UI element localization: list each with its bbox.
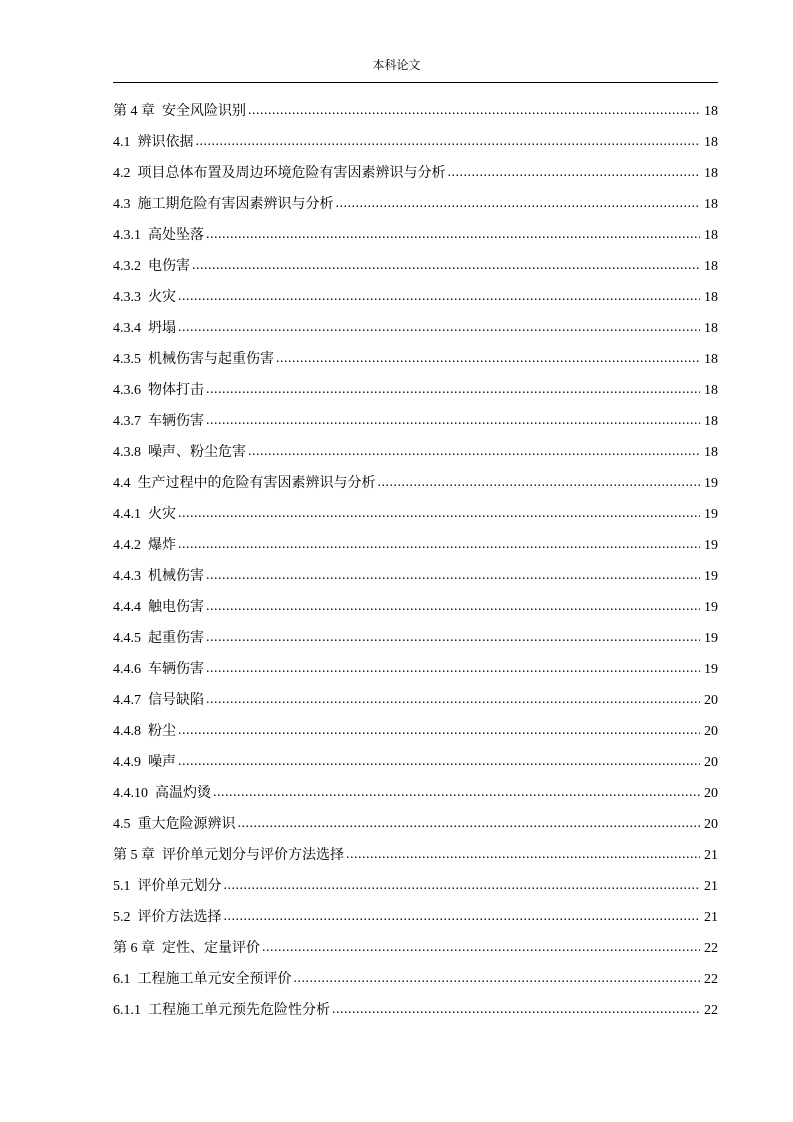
toc-dot-leader (178, 719, 700, 743)
toc-dot-leader (206, 564, 700, 588)
toc-page-number: 19 (704, 662, 718, 677)
toc-entry-title: 定性、定量评价 (162, 941, 260, 956)
toc-page-number: 20 (704, 755, 718, 770)
toc-dot-leader (378, 471, 701, 495)
toc-entry-number: 4.3.8 (113, 445, 141, 460)
toc-entry-label (113, 162, 446, 186)
toc-entry-label (113, 875, 222, 899)
toc-entry-number: 6.1.1 (113, 1003, 141, 1018)
toc-entry-number: 4.3.2 (113, 259, 141, 274)
toc-page-number: 19 (704, 569, 718, 584)
toc-entry-title: 机械伤害与起重伤害 (148, 352, 274, 367)
toc-entry-number: 4.4.6 (113, 662, 141, 677)
toc-entry[interactable] (113, 689, 718, 720)
toc-entry[interactable] (113, 999, 718, 1030)
toc-page-number: 20 (704, 693, 718, 708)
toc-dot-leader (262, 936, 700, 960)
toc-entry-label (113, 906, 222, 930)
toc-page-number: 19 (704, 476, 718, 491)
toc-entry-number: 4.4.8 (113, 724, 141, 739)
toc-entry-title: 火灾 (148, 507, 176, 522)
toc-page-number: 19 (704, 600, 718, 615)
toc-entry[interactable] (113, 844, 718, 875)
toc-page-number: 18 (704, 414, 718, 429)
toc-entry[interactable] (113, 503, 718, 534)
toc-entry-title: 电伤害 (148, 259, 190, 274)
toc-entry[interactable] (113, 317, 718, 348)
toc-entry-label (113, 565, 204, 589)
toc-page-number: 21 (704, 848, 718, 863)
page-header: 本科论文 (372, 58, 421, 72)
toc-page-number: 20 (704, 724, 718, 739)
toc-page-number: 18 (704, 135, 718, 150)
toc-entry-label (113, 100, 246, 124)
toc-entry[interactable] (113, 379, 718, 410)
toc-page-number: 18 (704, 259, 718, 274)
toc-entry-label (113, 999, 330, 1023)
toc-entry[interactable] (113, 658, 718, 689)
toc-entry-number: 4.1 (113, 135, 131, 150)
toc-entry[interactable] (113, 906, 718, 937)
toc-entry-number: 第 6 章 (113, 941, 155, 956)
toc-dot-leader (238, 812, 701, 836)
toc-entry[interactable] (113, 565, 718, 596)
toc-entry-title: 施工期危险有害因素辨识与分析 (137, 197, 334, 212)
toc-entry[interactable] (113, 534, 718, 565)
toc-entry-label (113, 255, 190, 279)
toc-entry-label (113, 131, 194, 155)
toc-dot-leader (248, 440, 700, 464)
toc-dot-leader (346, 843, 700, 867)
toc-entry-title: 评价方法选择 (137, 910, 222, 925)
toc-dot-leader (248, 99, 700, 123)
toc-entry[interactable] (113, 162, 718, 193)
toc-entry-title: 火灾 (148, 290, 176, 305)
toc-entry[interactable] (113, 968, 718, 999)
toc-page-number: 21 (704, 910, 718, 925)
toc-entry-title: 触电伤害 (148, 600, 204, 615)
toc-entry[interactable] (113, 813, 718, 844)
toc-page-number: 19 (704, 631, 718, 646)
toc-dot-leader (206, 595, 700, 619)
toc-entry[interactable] (113, 472, 718, 503)
toc-entry-label (113, 410, 204, 434)
toc-page-number: 20 (704, 817, 718, 832)
toc-entry[interactable] (113, 441, 718, 472)
toc-entry-title: 生产过程中的危险有害因素辨识与分析 (137, 476, 376, 491)
toc-entry-title: 物体打击 (148, 383, 204, 398)
toc-entry-number: 4.4.2 (113, 538, 141, 553)
toc-entry[interactable] (113, 100, 718, 131)
toc-entry-label (113, 968, 292, 992)
toc-page-number: 18 (704, 321, 718, 336)
toc-entry-label (113, 689, 204, 713)
toc-entry-title: 工程施工单元预先危险性分析 (148, 1003, 330, 1018)
toc-entry-number: 4.4.5 (113, 631, 141, 646)
toc-page-number: 18 (704, 166, 718, 181)
toc-entry-label (113, 782, 211, 806)
toc-entry-title: 辨识依据 (137, 135, 194, 150)
toc-entry-label (113, 379, 204, 403)
toc-entry-number: 4.3.6 (113, 383, 141, 398)
toc-entry-number: 4.3.1 (113, 228, 141, 243)
toc-entry-number: 4.5 (113, 817, 131, 832)
toc-page-number: 21 (704, 879, 718, 894)
toc-entry-title: 机械伤害 (148, 569, 204, 584)
toc-dot-leader (178, 750, 700, 774)
toc-entry-title: 车辆伤害 (148, 414, 204, 429)
toc-dot-leader (192, 254, 700, 278)
toc-entry[interactable] (113, 782, 718, 813)
toc-dot-leader (294, 967, 701, 991)
toc-page-number: 20 (704, 786, 718, 801)
toc-entry-title: 噪声 (148, 755, 176, 770)
toc-entry-number: 4.3.7 (113, 414, 141, 429)
toc-entry[interactable] (113, 751, 718, 782)
toc-page-number: 22 (704, 972, 718, 987)
toc-entry-number: 4.4.4 (113, 600, 141, 615)
toc-entry-label (113, 720, 176, 744)
toc-entry-label (113, 193, 334, 217)
toc-entry-number: 5.1 (113, 879, 131, 894)
toc-page-number: 18 (704, 445, 718, 460)
toc-entry-title: 粉尘 (148, 724, 176, 739)
toc-page-number: 22 (704, 1003, 718, 1018)
toc-entry-number: 4.4.10 (113, 786, 148, 801)
toc-dot-leader (213, 781, 700, 805)
toc-entry[interactable] (113, 224, 718, 255)
toc-page-number: 18 (704, 104, 718, 119)
toc-entry-number: 5.2 (113, 910, 131, 925)
toc-entry-number: 4.3.5 (113, 352, 141, 367)
toc-entry-label (113, 937, 260, 961)
toc-dot-leader (448, 161, 701, 185)
toc-entry-label (113, 596, 204, 620)
toc-entry-title: 高温灼烫 (155, 786, 211, 801)
toc-dot-leader (206, 223, 700, 247)
toc-entry-title: 车辆伤害 (148, 662, 204, 677)
toc-dot-leader (206, 626, 700, 650)
toc-entry-label (113, 844, 344, 868)
toc-entry-title: 评价单元划分与评价方法选择 (162, 848, 344, 863)
toc-entry[interactable] (113, 627, 718, 658)
toc-entry-number: 4.4.7 (113, 693, 141, 708)
toc-entry[interactable] (113, 410, 718, 441)
toc-page-number: 18 (704, 290, 718, 305)
toc-entry-label (113, 317, 176, 341)
toc-entry-number: 4.4 (113, 476, 131, 491)
toc-entry-number: 4.3.3 (113, 290, 141, 305)
toc-entry-title: 项目总体布置及周边环境危险有害因素辨识与分析 (137, 166, 446, 181)
header-rule (113, 82, 718, 83)
toc-entry-label (113, 472, 376, 496)
toc-entry-label (113, 503, 176, 527)
toc-entry-label (113, 813, 236, 837)
toc-entry[interactable] (113, 255, 718, 286)
toc-page-number: 19 (704, 538, 718, 553)
toc-page-number: 18 (704, 383, 718, 398)
toc-entry-label (113, 286, 176, 310)
toc-dot-leader (206, 688, 700, 712)
toc-entry-title: 安全风险识别 (162, 104, 246, 119)
toc-entry[interactable] (113, 348, 718, 379)
toc-dot-leader (224, 874, 701, 898)
toc-entry-label (113, 627, 204, 651)
toc-entry-number: 4.3.4 (113, 321, 141, 336)
toc-entry-number: 第 5 章 (113, 848, 155, 863)
toc-dot-leader (196, 130, 701, 154)
toc-entry[interactable] (113, 193, 718, 224)
toc-dot-leader (206, 378, 700, 402)
toc-entry[interactable] (113, 131, 718, 162)
toc-entry-label (113, 658, 204, 682)
toc-dot-leader (178, 502, 700, 526)
toc-entry-number: 4.4.1 (113, 507, 141, 522)
toc-entry-number: 4.4.9 (113, 755, 141, 770)
toc-page-number: 22 (704, 941, 718, 956)
toc-dot-leader (224, 905, 701, 929)
toc-entry-number: 4.2 (113, 166, 131, 181)
toc-entry-number: 4.4.3 (113, 569, 141, 584)
toc-page-number: 19 (704, 507, 718, 522)
toc-entry-number: 6.1 (113, 972, 131, 987)
toc-entry-label (113, 348, 274, 372)
toc-entry-title: 重大危险源辨识 (137, 817, 236, 832)
toc-entry[interactable] (113, 937, 718, 968)
toc-entry-number: 第 4 章 (113, 104, 155, 119)
toc-entry-title: 评价单元划分 (137, 879, 222, 894)
toc-entry-label (113, 224, 204, 248)
toc-dot-leader (178, 285, 700, 309)
toc-entry-title: 坍塌 (148, 321, 176, 336)
toc-entry-title: 高处坠落 (148, 228, 204, 243)
toc-entry[interactable] (113, 596, 718, 627)
toc-entry-label (113, 441, 246, 465)
toc-page-number: 18 (704, 352, 718, 367)
toc-entry[interactable] (113, 286, 718, 317)
toc-dot-leader (206, 409, 700, 433)
toc-entry-title: 信号缺陷 (148, 693, 204, 708)
toc-entry-label (113, 751, 176, 775)
toc-dot-leader (206, 657, 700, 681)
toc-entry-title: 工程施工单元安全预评价 (137, 972, 292, 987)
toc-entry[interactable] (113, 720, 718, 751)
toc-entry[interactable] (113, 875, 718, 906)
toc-entry-title: 起重伤害 (148, 631, 204, 646)
toc-dot-leader (332, 998, 700, 1022)
toc-entry-title: 爆炸 (148, 538, 176, 553)
toc-dot-leader (276, 347, 700, 371)
toc-entry-title: 噪声、粉尘危害 (148, 445, 246, 460)
table-of-contents (113, 100, 718, 1030)
toc-entry-number: 4.3 (113, 197, 131, 212)
toc-dot-leader (178, 533, 700, 557)
toc-dot-leader (178, 316, 700, 340)
toc-page-number: 18 (704, 228, 718, 243)
toc-entry-label (113, 534, 176, 558)
toc-page-number: 18 (704, 197, 718, 212)
toc-dot-leader (336, 192, 701, 216)
